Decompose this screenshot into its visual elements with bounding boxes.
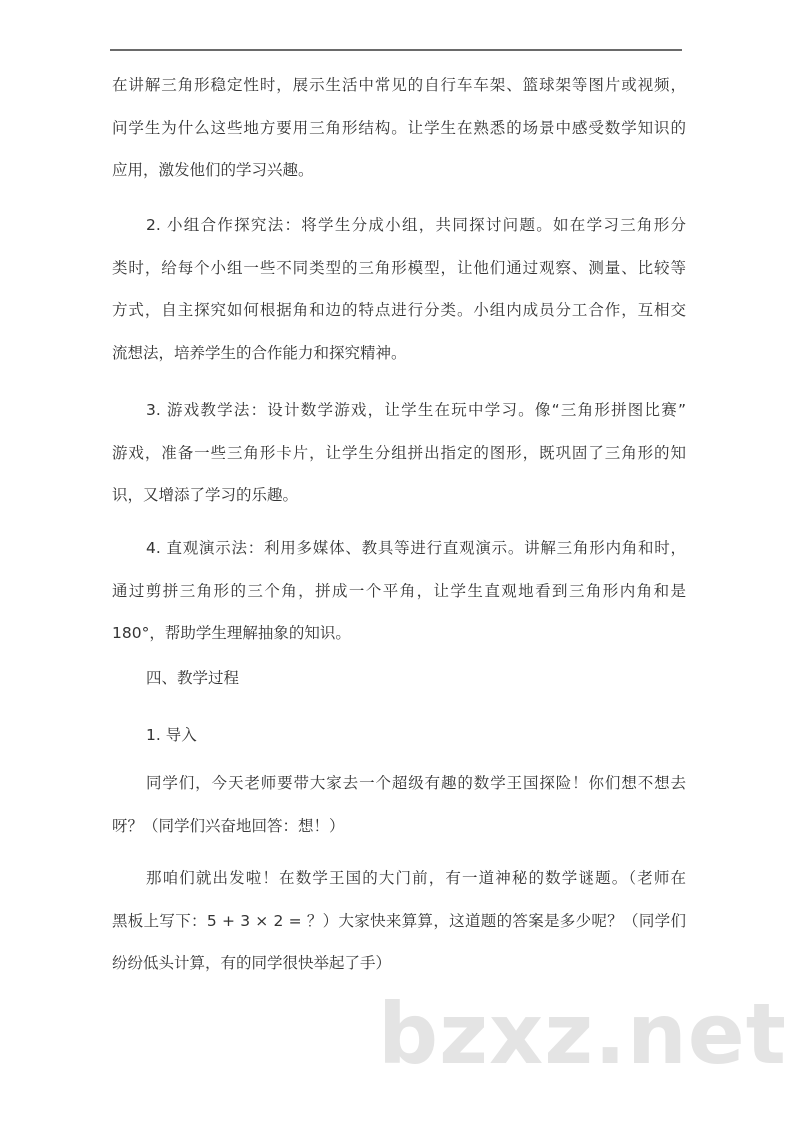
- intro-paragraph: [112, 64, 686, 192]
- text-line: 四、教学过程: [146, 669, 240, 687]
- text-line: 流想法，培养学生的合作能力和探究精神。: [112, 343, 407, 362]
- lead-in-paragraph: [112, 762, 686, 847]
- text-line: 类时，给每个小组一些不同类型的三角形模型，让他们通过观察、测量、比较等: [112, 258, 686, 277]
- text-line: 那咱们就出发啦！在数学王国的大门前，有一道神秘的数学谜题。（老师在: [146, 869, 686, 887]
- watermark: bzxz.net: [378, 985, 787, 1083]
- text-line: 通过剪拼三角形的三个角，拼成一个平角，让学生直观地看到三角形内角和是: [112, 581, 686, 600]
- text-line: 识，又增添了学习的乐趣。: [112, 486, 299, 504]
- text-line: 游戏，准备一些三角形卡片，让学生分组拼出指定的图形，既巩固了三角形的知: [112, 443, 686, 462]
- text-line: 黑板上写下：5 + 3 × 2 = ？）大家快来算算，这道题的答案是多少呢？（同学们: [112, 911, 686, 930]
- text-line: 呀？（同学们兴奋地回答：想！）: [112, 816, 345, 835]
- method-3-paragraph: [112, 389, 686, 517]
- text-line: 3. 游戏教学法：设计数学游戏，让学生在玩中学习。像“三角形拼图比赛”: [146, 401, 686, 419]
- text-line: 在讲解三角形稳定性时，展示生活中常见的自行车车架、篮球架等图片或视频，: [112, 76, 686, 94]
- text-line: 问学生为什么这些地方要用三角形结构。让学生在熟悉的场景中感受数学知识的: [112, 118, 686, 137]
- text-line: 180°，帮助学生理解抽象的知识。: [112, 624, 351, 642]
- puzzle-paragraph: [112, 857, 686, 985]
- section-heading: [112, 657, 686, 700]
- text-line: 应用，激发他们的学习兴趣。: [112, 161, 314, 179]
- text-line: 纷纷低头计算，有的同学很快举起了手）: [112, 954, 392, 972]
- subsection-heading: [112, 714, 686, 757]
- text-line: 4. 直观演示法：利用多媒体、教具等进行直观演示。讲解三角形内角和时，: [146, 539, 686, 557]
- method-4-paragraph: [112, 527, 686, 655]
- text-line: 1. 导入: [146, 726, 197, 744]
- text-line: 同学们，今天老师要带大家去一个超级有趣的数学王国探险！你们想不想去: [146, 774, 686, 792]
- text-line: 2. 小组合作探究法：将学生分成小组，共同探讨问题。如在学习三角形分: [146, 216, 686, 234]
- method-2-paragraph: [112, 204, 686, 374]
- header-rule: [110, 49, 682, 51]
- text-line: 方式，自主探究如何根据角和边的特点进行分类。小组内成员分工合作，互相交: [112, 301, 686, 319]
